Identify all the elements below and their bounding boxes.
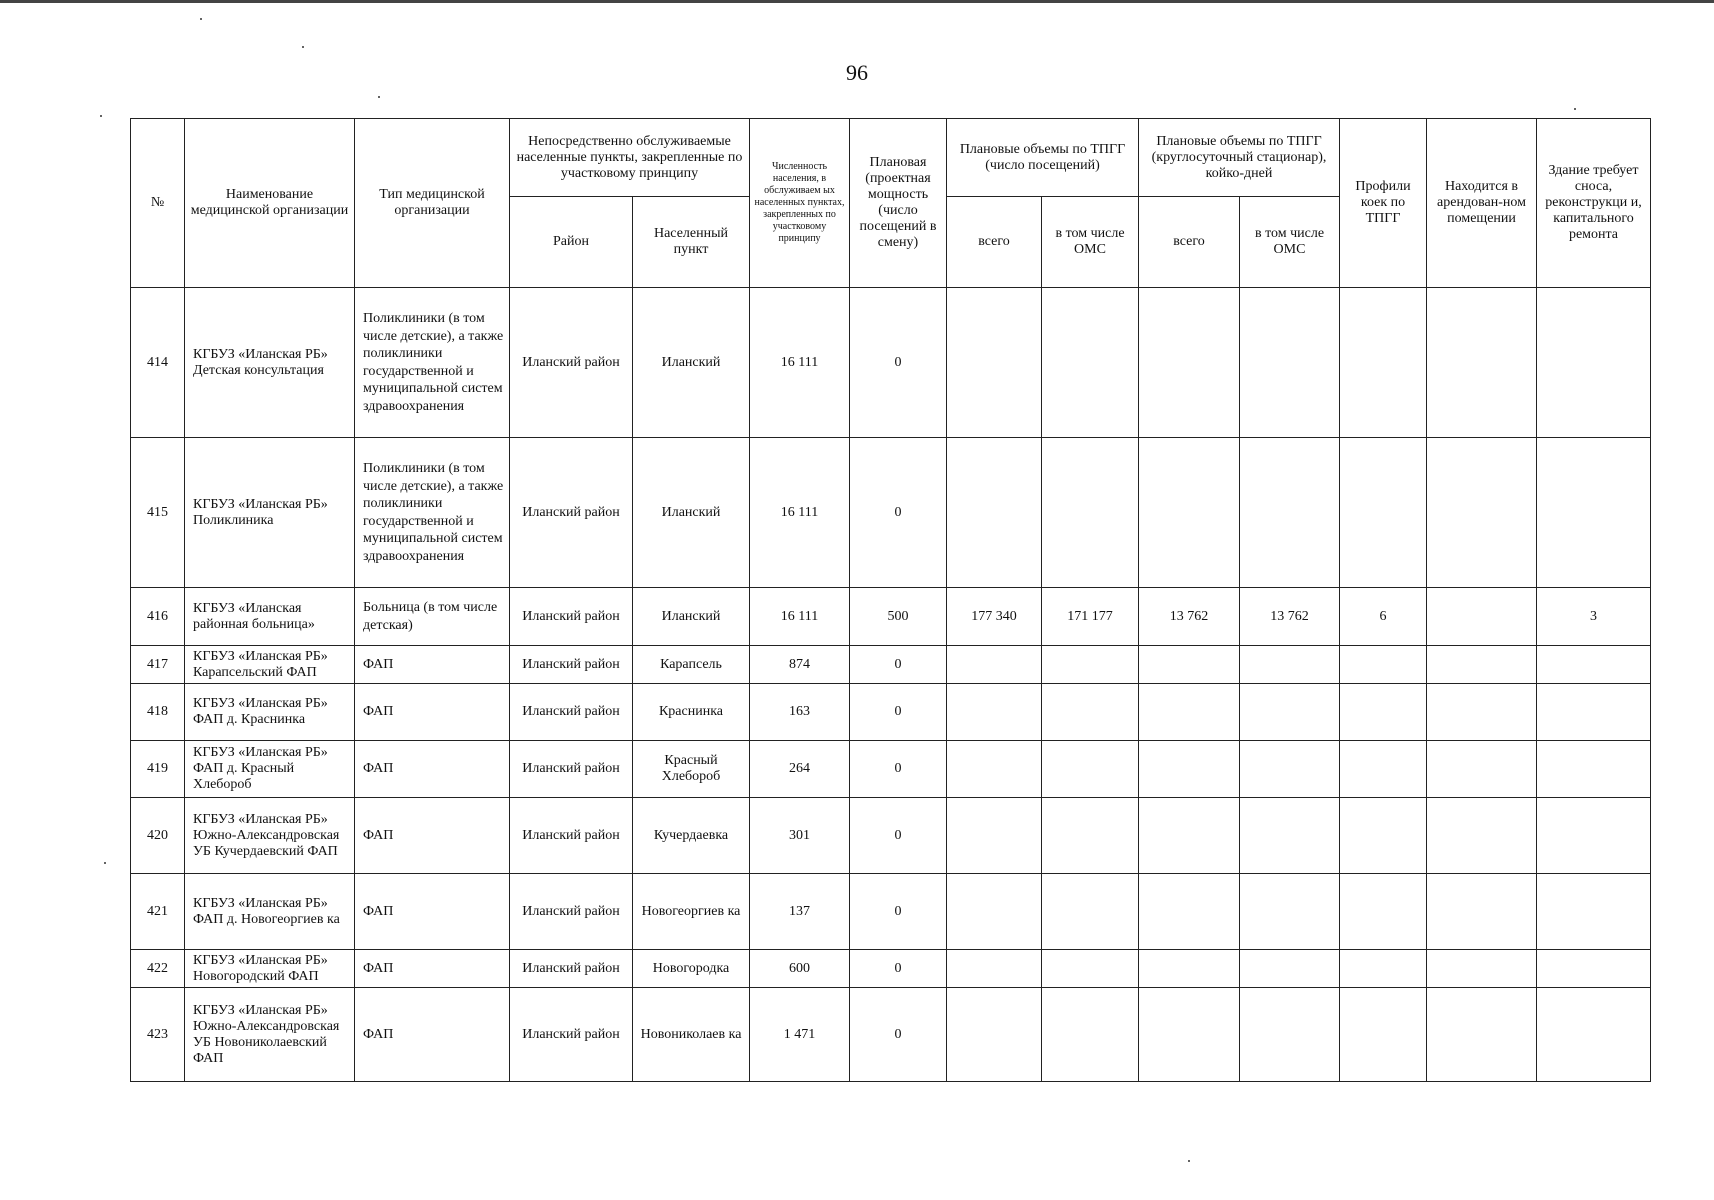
cell-organization-type: ФАП (355, 646, 510, 684)
header-visits-total: всего (947, 197, 1042, 288)
cell-visits-total (947, 438, 1042, 588)
cell-bed-days-oms (1240, 438, 1340, 588)
cell-leased (1427, 988, 1537, 1082)
cell-visits-total (947, 288, 1042, 438)
cell-bed-days-oms (1240, 288, 1340, 438)
cell-leased (1427, 684, 1537, 741)
cell-leased (1427, 438, 1537, 588)
cell-organization-name: КГБУЗ «Иланская РБ» ФАП д. Красный Хлебороб (185, 741, 355, 798)
cell-bed-days-oms (1240, 646, 1340, 684)
cell-district: Иланский район (510, 288, 633, 438)
cell-building (1537, 741, 1651, 798)
cell-settlement: Иланский (633, 588, 750, 646)
header-planned-capacity: Плановая (проектная мощность (число посещений в смену) (850, 119, 947, 288)
cell-organization-name: КГБУЗ «Иланская РБ» Южно-Александровская УБ Кучердаевский ФАП (185, 798, 355, 874)
table-row (131, 741, 1651, 798)
cell-bed-profiles (1340, 288, 1427, 438)
cell-building (1537, 646, 1651, 684)
cell-organization-type: ФАП (355, 741, 510, 798)
cell-population: 264 (750, 741, 850, 798)
scan-speck (200, 18, 202, 20)
cell-settlement: Новогеоргиев ка (633, 874, 750, 950)
cell-organization-name: КГБУЗ «Иланская РБ» Детская консультация (185, 288, 355, 438)
scan-speck (1188, 1160, 1190, 1162)
cell-leased (1427, 950, 1537, 988)
cell-population: 600 (750, 950, 850, 988)
cell-bed-days-total (1139, 798, 1240, 874)
scan-speck (100, 115, 102, 117)
cell-district: Иланский район (510, 988, 633, 1082)
cell-district: Иланский район (510, 684, 633, 741)
cell-bed-days-total (1139, 874, 1240, 950)
cell-capacity: 0 (850, 438, 947, 588)
cell-organization-type: Поликлиники (в том числе детские), а также поликлиники государственной и муниципальной систем здравоохранения (355, 288, 510, 438)
cell-population: 1 471 (750, 988, 850, 1082)
cell-visits-oms (1042, 741, 1139, 798)
cell-organization-type: ФАП (355, 988, 510, 1082)
table-row (131, 646, 1651, 684)
cell-bed-profiles: 6 (1340, 588, 1427, 646)
cell-settlement: Новониколаев ка (633, 988, 750, 1082)
cell-number: 421 (131, 874, 185, 950)
cell-organization-type: ФАП (355, 798, 510, 874)
cell-visits-total (947, 646, 1042, 684)
cell-capacity: 500 (850, 588, 947, 646)
cell-bed-days-total (1139, 684, 1240, 741)
cell-leased (1427, 741, 1537, 798)
cell-building (1537, 950, 1651, 988)
scan-speck (302, 46, 304, 48)
cell-capacity: 0 (850, 684, 947, 741)
header-settlement: Населенный пункт (633, 197, 750, 288)
header-bed-days-group: Плановые объемы по ТПГГ (круглосуточный стационар), койко-дней (1139, 119, 1340, 197)
page-number: 96 (846, 60, 868, 85)
cell-organization-type: ФАП (355, 874, 510, 950)
cell-organization-name: КГБУЗ «Иланская РБ» ФАП д. Краснинка (185, 684, 355, 741)
cell-bed-days-total (1139, 988, 1240, 1082)
table-body (131, 288, 1651, 1082)
cell-bed-profiles (1340, 950, 1427, 988)
table-row (131, 684, 1651, 741)
cell-leased (1427, 288, 1537, 438)
medical-organizations-table (130, 118, 1651, 1082)
cell-leased (1427, 874, 1537, 950)
cell-building (1537, 874, 1651, 950)
cell-bed-days-oms (1240, 798, 1340, 874)
cell-capacity: 0 (850, 741, 947, 798)
table-row (131, 588, 1651, 646)
cell-settlement: Кучердаевка (633, 798, 750, 874)
header-bed-days-oms: в том числе ОМС (1240, 197, 1340, 288)
cell-bed-profiles (1340, 798, 1427, 874)
table-row (131, 988, 1651, 1082)
table-row (131, 288, 1651, 438)
cell-building (1537, 684, 1651, 741)
cell-population: 137 (750, 874, 850, 950)
cell-organization-type: ФАП (355, 684, 510, 741)
cell-number: 416 (131, 588, 185, 646)
cell-population: 16 111 (750, 438, 850, 588)
cell-building (1537, 288, 1651, 438)
header-number: № (131, 119, 185, 288)
cell-visits-total (947, 988, 1042, 1082)
cell-population: 301 (750, 798, 850, 874)
cell-organization-name: КГБУЗ «Иланская РБ» Южно-Александровская УБ Новониколаевский ФАП (185, 988, 355, 1082)
cell-building (1537, 798, 1651, 874)
cell-organization-name: КГБУЗ «Иланская районная больница» (185, 588, 355, 646)
cell-leased (1427, 798, 1537, 874)
header-visits-group: Плановые объемы по ТПГГ (число посещений) (947, 119, 1139, 197)
cell-settlement: Карапсель (633, 646, 750, 684)
header-building-condition: Здание требует сноса, реконструкци и, капитального ремонта (1537, 119, 1651, 288)
header-district: Район (510, 197, 633, 288)
table-row (131, 950, 1651, 988)
cell-district: Иланский район (510, 874, 633, 950)
cell-organization-type: ФАП (355, 950, 510, 988)
cell-bed-days-oms (1240, 950, 1340, 988)
scan-speck (104, 862, 106, 864)
cell-capacity: 0 (850, 874, 947, 950)
cell-organization-name: КГБУЗ «Иланская РБ» Новогородский ФАП (185, 950, 355, 988)
cell-district: Иланский район (510, 950, 633, 988)
table-row (131, 874, 1651, 950)
cell-capacity: 0 (850, 798, 947, 874)
header-organization-type: Тип медицинской организации (355, 119, 510, 288)
header-organization-name: Наименование медицинской организации (185, 119, 355, 288)
cell-visits-total (947, 741, 1042, 798)
cell-capacity: 0 (850, 988, 947, 1082)
cell-population: 16 111 (750, 288, 850, 438)
cell-visits-oms (1042, 288, 1139, 438)
cell-visits-total (947, 798, 1042, 874)
cell-bed-profiles (1340, 874, 1427, 950)
cell-bed-profiles (1340, 684, 1427, 741)
cell-visits-total (947, 950, 1042, 988)
cell-organization-name: КГБУЗ «Иланская РБ» Поликлиника (185, 438, 355, 588)
cell-bed-days-oms (1240, 988, 1340, 1082)
document-sheet (130, 118, 1651, 1082)
cell-leased (1427, 588, 1537, 646)
cell-building (1537, 438, 1651, 588)
cell-visits-oms (1042, 684, 1139, 741)
cell-visits-oms (1042, 646, 1139, 684)
cell-visits-oms (1042, 798, 1139, 874)
cell-bed-days-oms (1240, 684, 1340, 741)
scan-speck (1574, 108, 1576, 110)
cell-number: 417 (131, 646, 185, 684)
cell-organization-type: Поликлиники (в том числе детские), а также поликлиники государственной и муниципальной систем здравоохранения (355, 438, 510, 588)
cell-visits-oms (1042, 438, 1139, 588)
cell-visits-total: 177 340 (947, 588, 1042, 646)
cell-district: Иланский район (510, 438, 633, 588)
cell-organization-name: КГБУЗ «Иланская РБ» ФАП д. Новогеоргиев ка (185, 874, 355, 950)
cell-bed-profiles (1340, 646, 1427, 684)
header-settlements-group: Непосредственно обслуживаемые населенные пункты, закрепленные по участковому принципу (510, 119, 750, 197)
cell-visits-oms (1042, 950, 1139, 988)
cell-settlement: Краснинка (633, 684, 750, 741)
header-bed-days-total: всего (1139, 197, 1240, 288)
header-bed-profiles: Профили коек по ТПГГ (1340, 119, 1427, 288)
cell-bed-days-oms: 13 762 (1240, 588, 1340, 646)
cell-district: Иланский район (510, 741, 633, 798)
header-leased-premises: Находится в арендован-ном помещении (1427, 119, 1537, 288)
cell-bed-days-oms (1240, 874, 1340, 950)
cell-settlement: Иланский (633, 288, 750, 438)
cell-number: 423 (131, 988, 185, 1082)
header-visits-oms: в том числе ОМС (1042, 197, 1139, 288)
cell-population: 163 (750, 684, 850, 741)
cell-bed-profiles (1340, 988, 1427, 1082)
cell-building: 3 (1537, 588, 1651, 646)
cell-settlement: Красный Хлебороб (633, 741, 750, 798)
table-row (131, 798, 1651, 874)
cell-number: 415 (131, 438, 185, 588)
cell-capacity: 0 (850, 646, 947, 684)
cell-district: Иланский район (510, 646, 633, 684)
cell-number: 418 (131, 684, 185, 741)
cell-bed-days-total (1139, 438, 1240, 588)
cell-number: 422 (131, 950, 185, 988)
cell-building (1537, 988, 1651, 1082)
cell-visits-total (947, 874, 1042, 950)
scan-top-edge (0, 0, 1714, 3)
cell-number: 414 (131, 288, 185, 438)
cell-visits-oms (1042, 988, 1139, 1082)
header-population: Численность населения, в обслуживаем ых населенных пунктах, закрепленных по участковому принципу (750, 119, 850, 288)
table-row (131, 438, 1651, 588)
cell-bed-days-total (1139, 288, 1240, 438)
cell-bed-days-oms (1240, 741, 1340, 798)
cell-number: 419 (131, 741, 185, 798)
cell-bed-days-total (1139, 646, 1240, 684)
cell-bed-profiles (1340, 741, 1427, 798)
cell-bed-days-total (1139, 741, 1240, 798)
cell-visits-oms: 171 177 (1042, 588, 1139, 646)
cell-number: 420 (131, 798, 185, 874)
cell-district: Иланский район (510, 798, 633, 874)
cell-visits-total (947, 684, 1042, 741)
cell-capacity: 0 (850, 950, 947, 988)
cell-bed-days-total (1139, 950, 1240, 988)
cell-district: Иланский район (510, 588, 633, 646)
scan-speck (378, 96, 380, 98)
cell-population: 874 (750, 646, 850, 684)
cell-population: 16 111 (750, 588, 850, 646)
cell-organization-name: КГБУЗ «Иланская РБ» Карапсельский ФАП (185, 646, 355, 684)
cell-settlement: Иланский (633, 438, 750, 588)
cell-organization-type: Больница (в том числе детская) (355, 588, 510, 646)
cell-settlement: Новогородка (633, 950, 750, 988)
cell-visits-oms (1042, 874, 1139, 950)
cell-capacity: 0 (850, 288, 947, 438)
cell-bed-days-total: 13 762 (1139, 588, 1240, 646)
cell-bed-profiles (1340, 438, 1427, 588)
cell-leased (1427, 646, 1537, 684)
